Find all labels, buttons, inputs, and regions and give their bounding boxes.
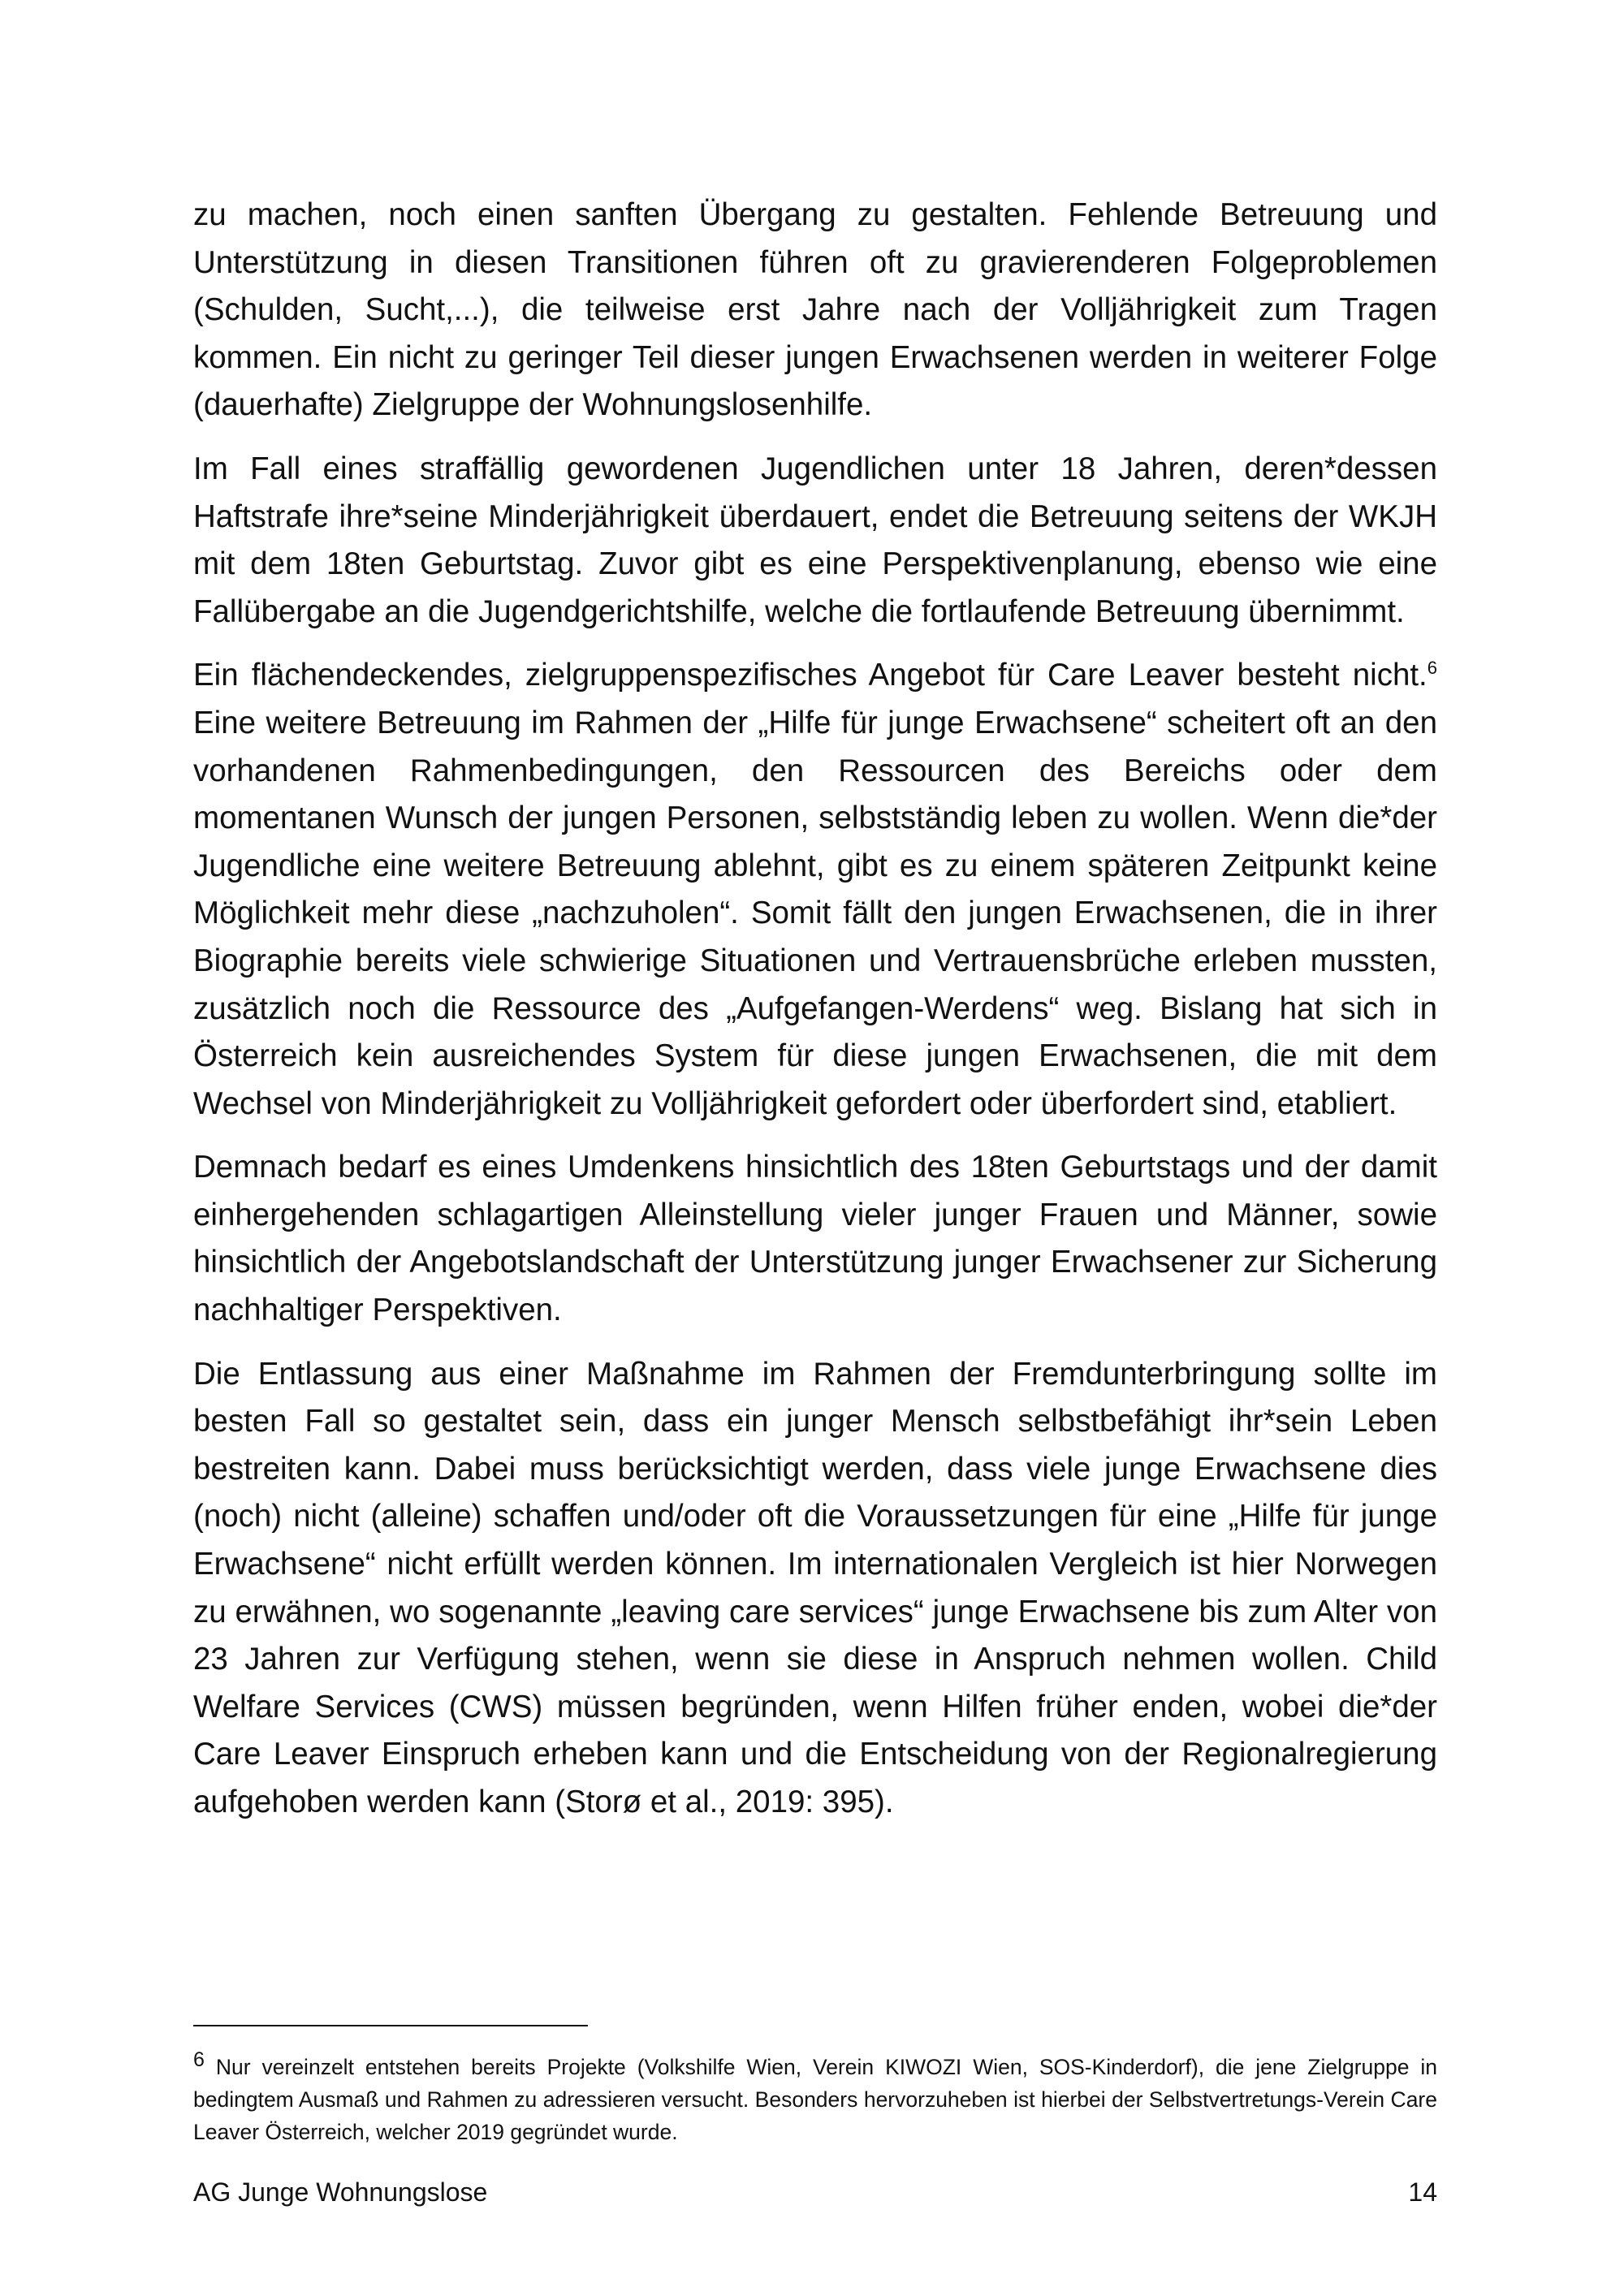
paragraph-4: Demnach bedarf es eines Umdenkens hinsichtlich des 18ten Geburtstags und der damit einhergehenden schlagartigen Alleinstellung vieler junger Frauen und Männer, sowie hinsichtlich der Angebotslandschaft der Unterstützung junger Erwachsener zur Sicherung nachhaltiger Perspektiven. <box>193 1150 1437 1328</box>
paragraph-1: zu machen, noch einen sanften Übergang zu gestalten. Fehlende Betreuung und Unterstützung in diesen Transitionen führen oft zu gravierenderen Folgeproblemen (Schulden, Sucht,...), die teilweise erst Jahre nach der Volljährigkeit zum Tragen kommen. Ein nicht zu geringer Teil dieser jungen Erwachsenen werden in weiterer Folge (dauerhafte) Zielgruppe der Wohnungslosenhilfe. <box>193 197 1437 423</box>
page-number: 14 <box>1408 2177 1437 2207</box>
paragraph-3-text-a: Ein flächendeckendes, zielgruppenspezifisches Angebot für Care Leaver besteht nicht. <box>193 658 1427 693</box>
paragraph-5: Die Entlassung aus einer Maßnahme im Rahmen der Fremdunterbringung sollte im besten Fall so gestaltet sein, dass ein junger Mensch selbstbefähigt ihr*sein Leben bestreiten kann. Dabei muss berücksichtigt werden, dass viele junge Erwachsene dies (noch) nicht (alleine) schaffen und/oder oft die Voraussetzungen für eine „Hilfe für junge Erwachsene“ nicht erfüllt werden können. Im internationalen Vergleich ist hier Norwegen zu erwähnen, wo sogenannte „leaving care services“ junge Erwachsene bis zum Alter von 23 Jahren zur Verfügung stehen, wenn sie diese in Anspruch nehmen wollen. Child Welfare Services (CWS) müssen begründen, wenn Hilfen früher enden, wobei die*der Care Leaver Einspruch erheben kann und die Entscheidung von der Regionalregierung aufgehoben werden kann (Storø et al., 2019: 395). <box>193 1356 1437 1819</box>
footnote-divider <box>193 2025 588 2026</box>
footnote <box>193 2048 1437 2148</box>
footnote-reference[interactable]: 6 <box>1427 658 1437 679</box>
paragraph-3 <box>193 652 1437 1128</box>
main-text <box>193 192 1437 1843</box>
footer-title: AG Junge Wohnungslose <box>193 2177 488 2207</box>
footnote-number: 6 <box>193 2048 205 2072</box>
paragraph-2: Im Fall eines straffällig gewordenen Jugendlichen unter 18 Jahren, deren*dessen Haftstrafe ihre*seine Minderjährigkeit überdauert, endet die Betreuung seitens der WKJH mit dem 18ten Geburtstag. Zuvor gibt es eine Perspektivenplanung, ebenso wie eine Fallübergabe an die Jugendgerichtshilfe, welche die fortlaufende Betreuung übernimmt. <box>193 451 1437 629</box>
footnote-text: Nur vereinzelt entstehen bereits Projekte (Volkshilfe Wien, Verein KIWOZI Wien, SOS-Kinderdorf), die jene Zielgruppe in bedingtem Ausmaß und Rahmen zu adressieren versucht. Besonders hervorzuheben ist hierbei der Selbstvertretungs-Verein Care Leaver Österreich, welcher 2019 gegründet wurde. <box>193 2055 1437 2144</box>
paragraph-3-text-b: Eine weitere Betreuung im Rahmen der „Hilfe für junge Erwachsene“ scheitert oft an den vorhandenen Rahmenbedingungen, den Ressourcen des Bereichs oder dem momentanen Wunsch der jungen Personen, selbstständig leben zu wollen. Wenn die*der Jugendliche eine weitere Betreuung ablehnt, gibt es zu einem späteren Zeitpunkt keine Möglichkeit mehr diese „nachzuholen“. Somit fällt den jungen Erwachsenen, die in ihrer Biographie bereits viele schwierige Situationen und Vertrauensbrüche erleben mussten, zusätzlich noch die Ressource des „Aufgefangen-Werdens“ weg. Bislang hat sich in Österreich kein ausreichendes System für diese jungen Erwachsenen, die mit dem Wechsel von Minderjährigkeit zu Volljährigkeit gefordert oder überfordert sind, etabliert. <box>193 705 1437 1121</box>
